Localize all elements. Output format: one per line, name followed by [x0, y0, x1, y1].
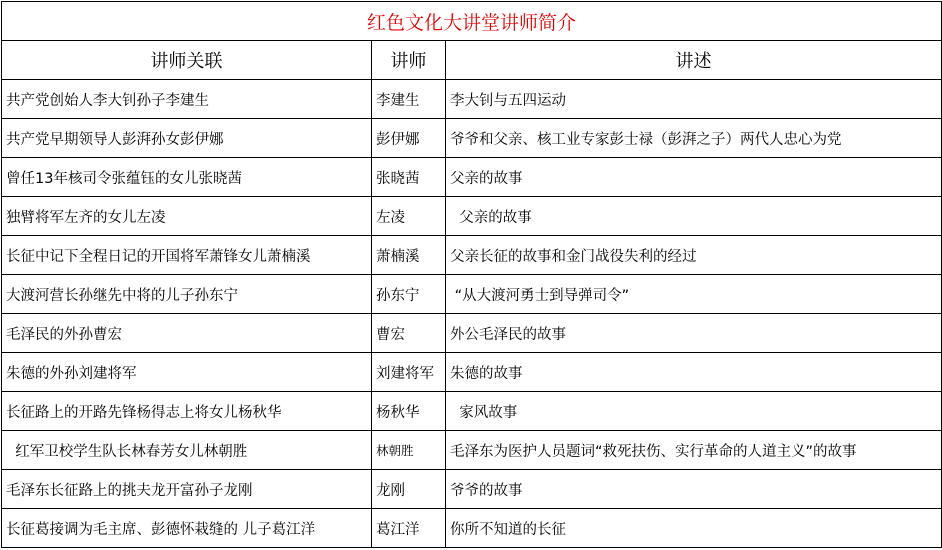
table-row [2, 314, 942, 353]
cell-topic: 外公毛泽民的故事 [446, 314, 942, 353]
cell-topic: 父亲长征的故事和金门战役失利的经过 [446, 236, 942, 275]
cell-topic: 家风故事 [446, 392, 942, 431]
cell-topic: 父亲的故事 [446, 158, 942, 197]
cell-lecturer: 杨秋华 [372, 392, 446, 431]
cell-lecturer: 曹宏 [372, 314, 446, 353]
cell-relation: 朱德的外孙刘建将军 [2, 353, 372, 392]
cell-topic: 你所不知道的长征 [446, 509, 942, 548]
cell-relation: 共产党早期领导人彭湃孙女彭伊娜 [2, 119, 372, 158]
cell-topic: 朱德的故事 [446, 353, 942, 392]
table-row [2, 119, 942, 158]
table-row [2, 392, 942, 431]
table-title: 红色文化大讲堂讲师简介 [2, 2, 942, 41]
cell-relation: 长征葛接调为毛主席、彭德怀栽缝的 儿子葛江洋 [2, 509, 372, 548]
cell-lecturer: 张晓茜 [372, 158, 446, 197]
cell-lecturer: 龙刚 [372, 470, 446, 509]
table-row [2, 236, 942, 275]
cell-relation: 毛泽民的外孙曹宏 [2, 314, 372, 353]
table-row [2, 80, 942, 119]
cell-topic: 毛泽东为医护人员题词“救死扶伤、实行革命的人道主义”的故事 [446, 431, 942, 470]
cell-lecturer: 彭伊娜 [372, 119, 446, 158]
table-row [2, 197, 942, 236]
cell-lecturer: 李建生 [372, 80, 446, 119]
cell-relation: 独臂将军左齐的女儿左凌 [2, 197, 372, 236]
cell-lecturer: 刘建将军 [372, 353, 446, 392]
cell-lecturer: 萧楠溪 [372, 236, 446, 275]
table-row [2, 158, 942, 197]
cell-topic: “从大渡河勇士到导弹司令” [446, 275, 942, 314]
header-lecturer: 讲师 [372, 41, 446, 80]
cell-relation: 大渡河营长孙继先中将的儿子孙东宁 [2, 275, 372, 314]
cell-relation: 长征路上的开路先锋杨得志上将女儿杨秋华 [2, 392, 372, 431]
cell-lecturer: 孙东宁 [372, 275, 446, 314]
table-row [2, 353, 942, 392]
cell-topic: 李大钊与五四运动 [446, 80, 942, 119]
header-row [2, 41, 942, 80]
cell-relation: 红军卫校学生队长林春芳女儿林朝胜 [2, 431, 372, 470]
cell-relation: 长征中记下全程日记的开国将军萧锋女儿萧楠溪 [2, 236, 372, 275]
header-topic: 讲述 [446, 41, 942, 80]
cell-relation: 曾任13年核司令张蕴钰的女儿张晓茜 [2, 158, 372, 197]
table-row [2, 509, 942, 548]
table-row [2, 275, 942, 314]
header-relation: 讲师关联 [2, 41, 372, 80]
lecturer-table [1, 1, 942, 548]
cell-relation: 毛泽东长征路上的挑夫龙开富孙子龙刚 [2, 470, 372, 509]
cell-lecturer: 左凌 [372, 197, 446, 236]
table-row [2, 470, 942, 509]
cell-topic: 父亲的故事 [446, 197, 942, 236]
table-row [2, 431, 942, 470]
cell-topic: 爷爷和父亲、核工业专家彭士禄（彭湃之子）两代人忠心为党 [446, 119, 942, 158]
cell-lecturer: 林朝胜 [372, 431, 446, 470]
cell-lecturer: 葛江洋 [372, 509, 446, 548]
title-row [2, 2, 942, 41]
cell-relation: 共产党创始人李大钊孙子李建生 [2, 80, 372, 119]
cell-topic: 爷爷的故事 [446, 470, 942, 509]
